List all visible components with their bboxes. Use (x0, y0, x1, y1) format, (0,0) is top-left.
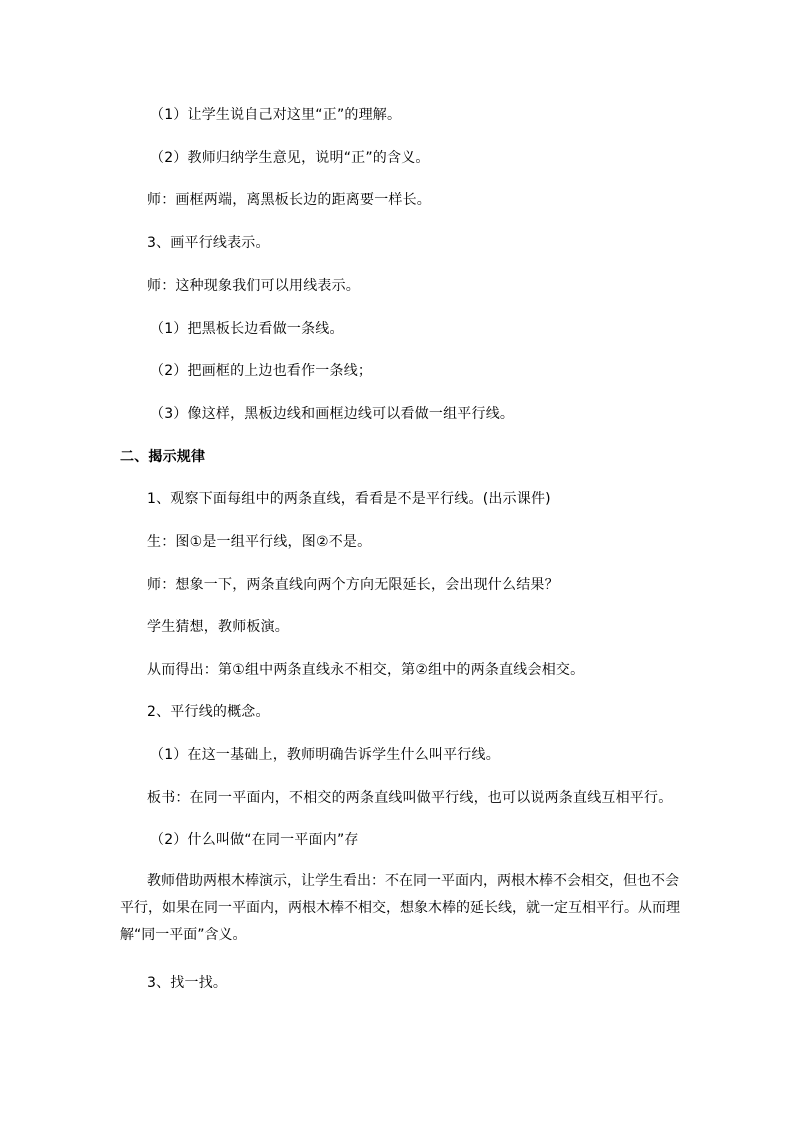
text-line: 从而得出：第①组中两条直线永不相交，第②组中的两条直线会相交。 (147, 662, 585, 678)
text-line: 3、画平行线表示。 (147, 235, 270, 251)
text-line: （2）把画框的上边也看作一条线； (150, 363, 373, 379)
text-line: 2、平行线的概念。 (147, 704, 270, 720)
text-line: 学生猜想，教师板演。 (147, 619, 289, 635)
paragraph-line: 教师借助两根木棒演示，让学生看出：不在同一平面内，两根木棒不会相交，但也不会 (147, 873, 679, 889)
text-line: 3、找一找。 (147, 975, 228, 991)
text-line: （1）把黑板长边看做一条线。 (150, 321, 344, 337)
text-line: （1）在这一基础上，教师明确告诉学生什么叫平行线。 (150, 747, 500, 763)
paragraph-line: 平行，如果在同一平面内，两根木棒不相交，想象木棒的延长线，就一定互相平行。从而理 (120, 900, 680, 916)
text-line: （2）什么叫做“在同一平面内”存 (150, 832, 359, 848)
text-line: （3）像这样，黑板边线和画框边线可以看做一组平行线。 (150, 406, 515, 422)
text-line: 1、观察下面每组中的两条直线，看看是不是平行线。(出示课件) (147, 491, 551, 507)
paragraph-line: 解“同一平面”含义。 (120, 927, 247, 943)
section-heading: 二、揭示规律 (120, 449, 206, 465)
text-line: 师：想象一下，两条直线向两个方向无限延长，会出现什么结果？ (147, 577, 559, 593)
text-line: 师：这种现象我们可以用线表示。 (147, 278, 360, 294)
text-line: （2）教师归纳学生意见，说明“正”的含义。 (150, 150, 430, 166)
text-line: 生：图①是一组平行线，图②不是。 (147, 534, 372, 550)
text-line: 板书：在同一平面内，不相交的两条直线叫做平行线，也可以说两条直线互相平行。 (147, 790, 673, 806)
paragraph (120, 868, 680, 949)
text-line: （1）让学生说自己对这里“正”的理解。 (150, 107, 402, 123)
text-line: 师：画框两端，离黑板长边的距离要一样长。 (147, 192, 431, 208)
